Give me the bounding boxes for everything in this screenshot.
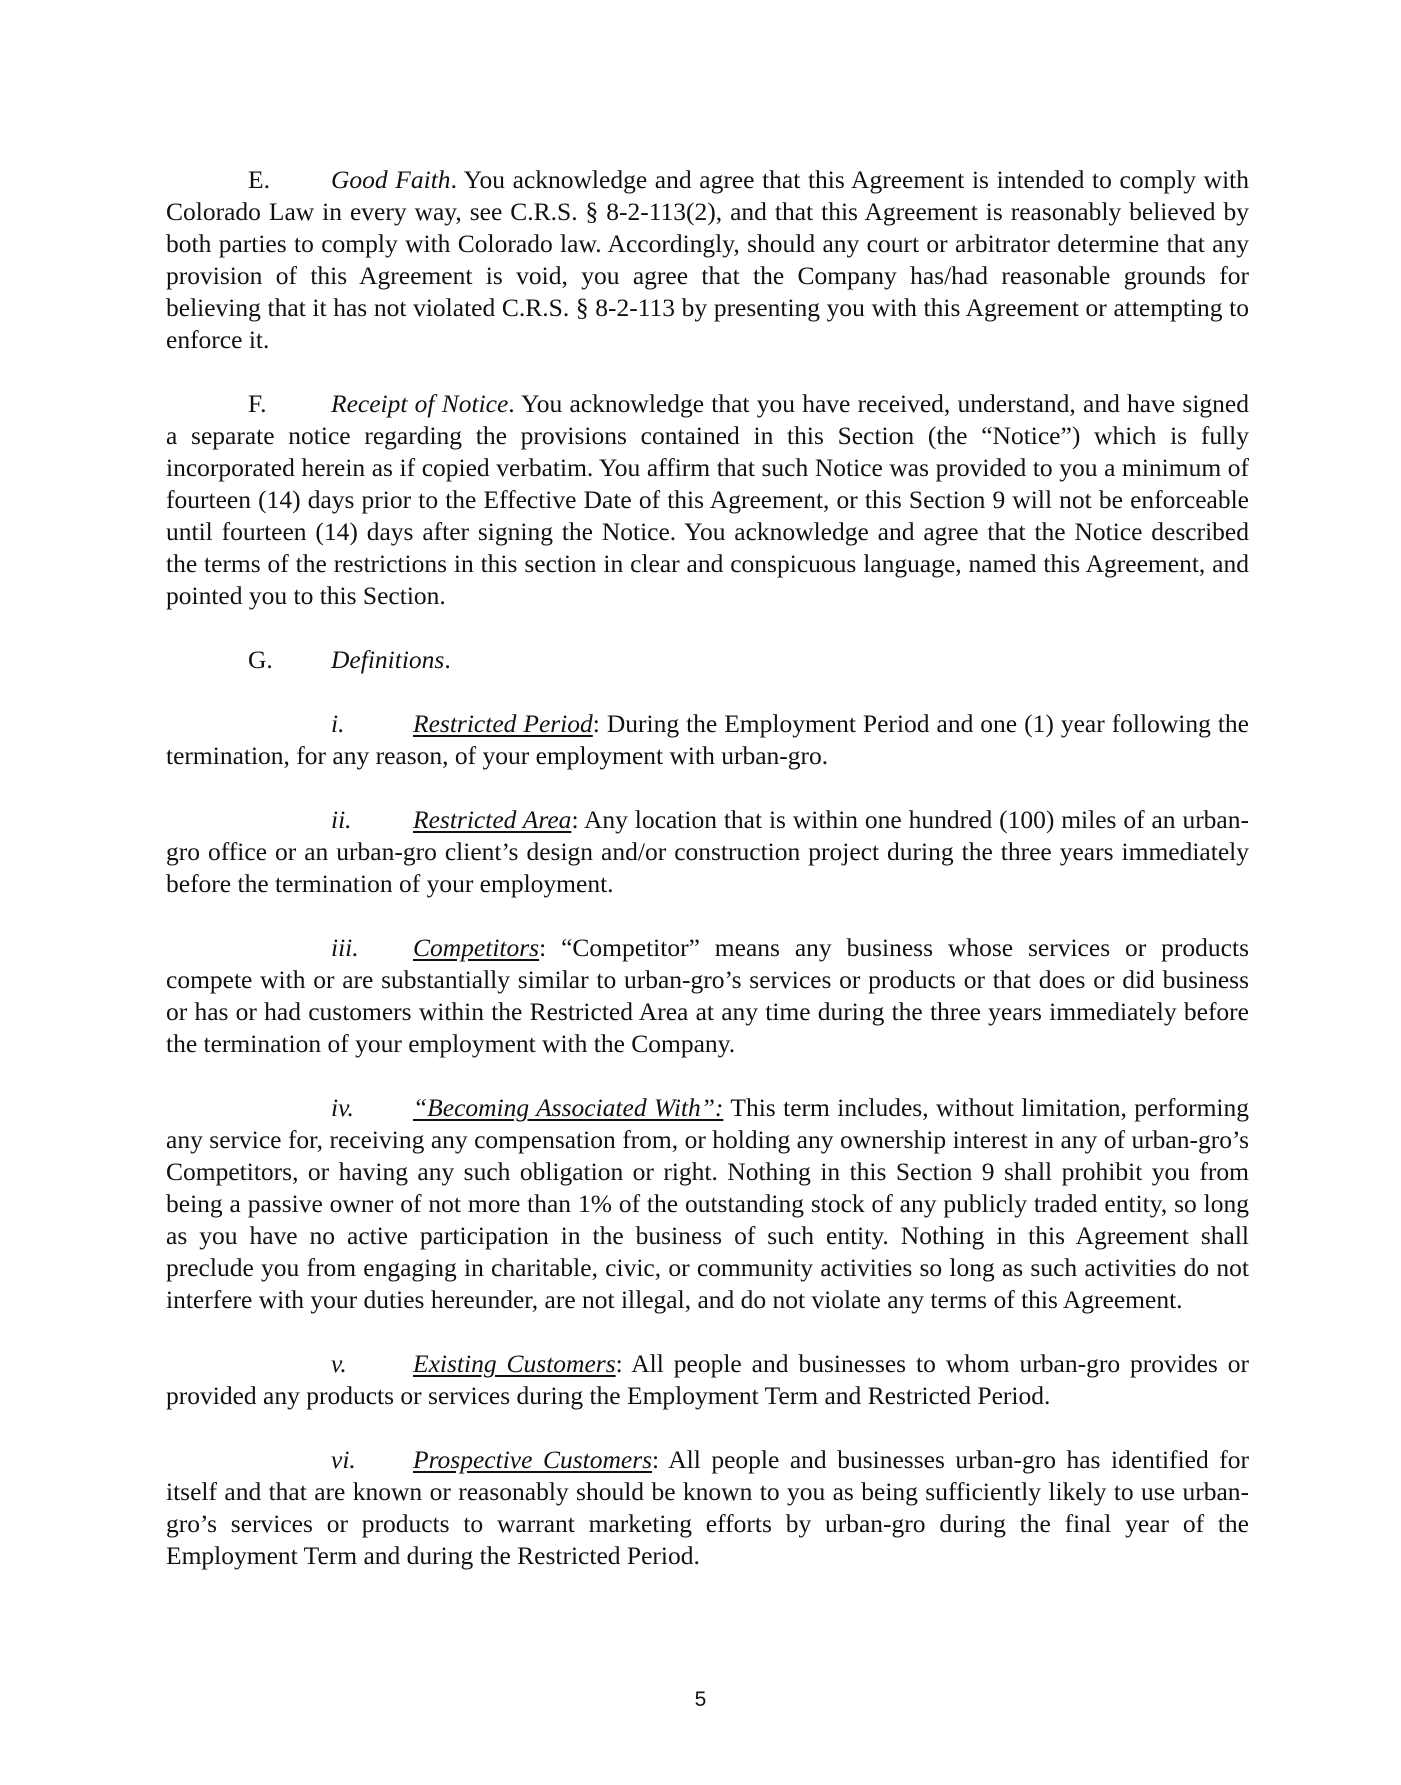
definition-competitors — [166, 932, 1249, 1060]
definition-becoming-associated-with — [166, 1092, 1249, 1316]
definition-numeral: iv. — [331, 1093, 354, 1122]
definition-prospective-customers — [166, 1444, 1249, 1572]
section-letter: G. — [248, 645, 273, 674]
definition-numeral: iii. — [331, 933, 359, 962]
definition-term: Restricted Area — [413, 805, 572, 834]
definition-text: : During the Employment Period and one (1) year following the termination, for any reason, of your employment with urban-gro. — [166, 709, 1249, 770]
definition-term: “Becoming Associated With”: — [413, 1093, 724, 1122]
section-letter: E. — [248, 165, 270, 194]
section-text: . You acknowledge and agree that this Agreement is intended to comply with Colorado Law in every way, see C.R.S. § 8-2-113(2), and that this Agreement is reasonably believed by both parties to comply with Colorado law. Accordingly, should any court or arbitrator determine that any provision of this Agreement is void, you agree that the Company has/had reasonable grounds for believing that it has not violated C.R.S. § 8-2-113 by presenting you with this Agreement or attempting to enforce it. — [166, 165, 1249, 354]
section-e-paragraph — [166, 164, 1249, 356]
section-text: . You acknowledge that you have received, understand, and have signed a separate notice regarding the provisions contained in this Section (the “Notice”) which is fully incorporated herein as if copied verbatim. You affirm that such Notice was provided to you a minimum of fourteen (14) days prior to the Effective Date of this Agreement, or this Section 9 will not be enforceable until fourteen (14) days after signing the Notice. You acknowledge and agree that the Notice described the terms of the restrictions in this section in clear and conspicuous language, named this Agreement, and pointed you to this Section. — [166, 389, 1249, 610]
section-heading: Receipt of Notice — [331, 389, 509, 418]
definition-text: : Any location that is within one hundred (100) miles of an urban-gro office or an urban-gro client’s design and/or construction project during the three years immediately before the termination of your employment. — [166, 805, 1249, 898]
section-letter: F. — [248, 389, 267, 418]
definition-restricted-period — [166, 708, 1249, 772]
definition-term: Existing Customers — [413, 1349, 616, 1378]
page-number: 5 — [694, 1688, 707, 1711]
section-heading: Good Faith — [331, 165, 451, 194]
definition-text: This term includes, without limitation, performing any service for, receiving any compensation from, or holding any ownership interest in any of urban-gro’s Competitors, or having any such obligation or right. Nothing in this Section 9 shall prohibit you from being a passive owner of not more than 1% of the outstanding stock of any publicly traded entity, so long as you have no active participation in the business of such entity. Nothing in this Agreement shall preclude you from engaging in charitable, civic, or community activities so long as such activities do not interfere with your duties hereunder, are not illegal, and do not violate any terms of this Agreement. — [166, 1093, 1249, 1314]
section-heading: Definitions — [331, 645, 445, 674]
definition-text: : All people and businesses to whom urban-gro provides or provided any products or services during the Employment Term and Restricted Period. — [166, 1349, 1250, 1410]
definition-term: Restricted Period — [413, 709, 593, 738]
definition-numeral: v. — [331, 1349, 347, 1378]
definition-restricted-area — [166, 804, 1249, 900]
section-text: . — [444, 645, 451, 674]
section-f-paragraph — [166, 388, 1249, 612]
section-g-paragraph — [166, 644, 1249, 676]
definition-text: : All people and businesses urban-gro has identified for itself and that are known or reasonably should be known to you as being sufficiently likely to use urban-gro’s services or products to warrant marketing efforts by urban-gro during the final year of the Employment Term and during the Restricted Period. — [166, 1445, 1249, 1570]
definition-term: Prospective Customers — [413, 1445, 653, 1474]
document-page — [166, 164, 1249, 1572]
definition-text: : “Competitor” means any business whose services or products compete with or are substantially similar to urban-gro’s services or products or that does or did business or has or had customers within the Restricted Area at any time during the three years immediately before the termination of your employment with the Company. — [166, 933, 1249, 1058]
definition-numeral: i. — [331, 709, 345, 738]
definition-existing-customers — [166, 1348, 1249, 1412]
definition-numeral: vi. — [331, 1445, 356, 1474]
definition-term: Competitors — [413, 933, 540, 962]
definition-numeral: ii. — [331, 805, 352, 834]
